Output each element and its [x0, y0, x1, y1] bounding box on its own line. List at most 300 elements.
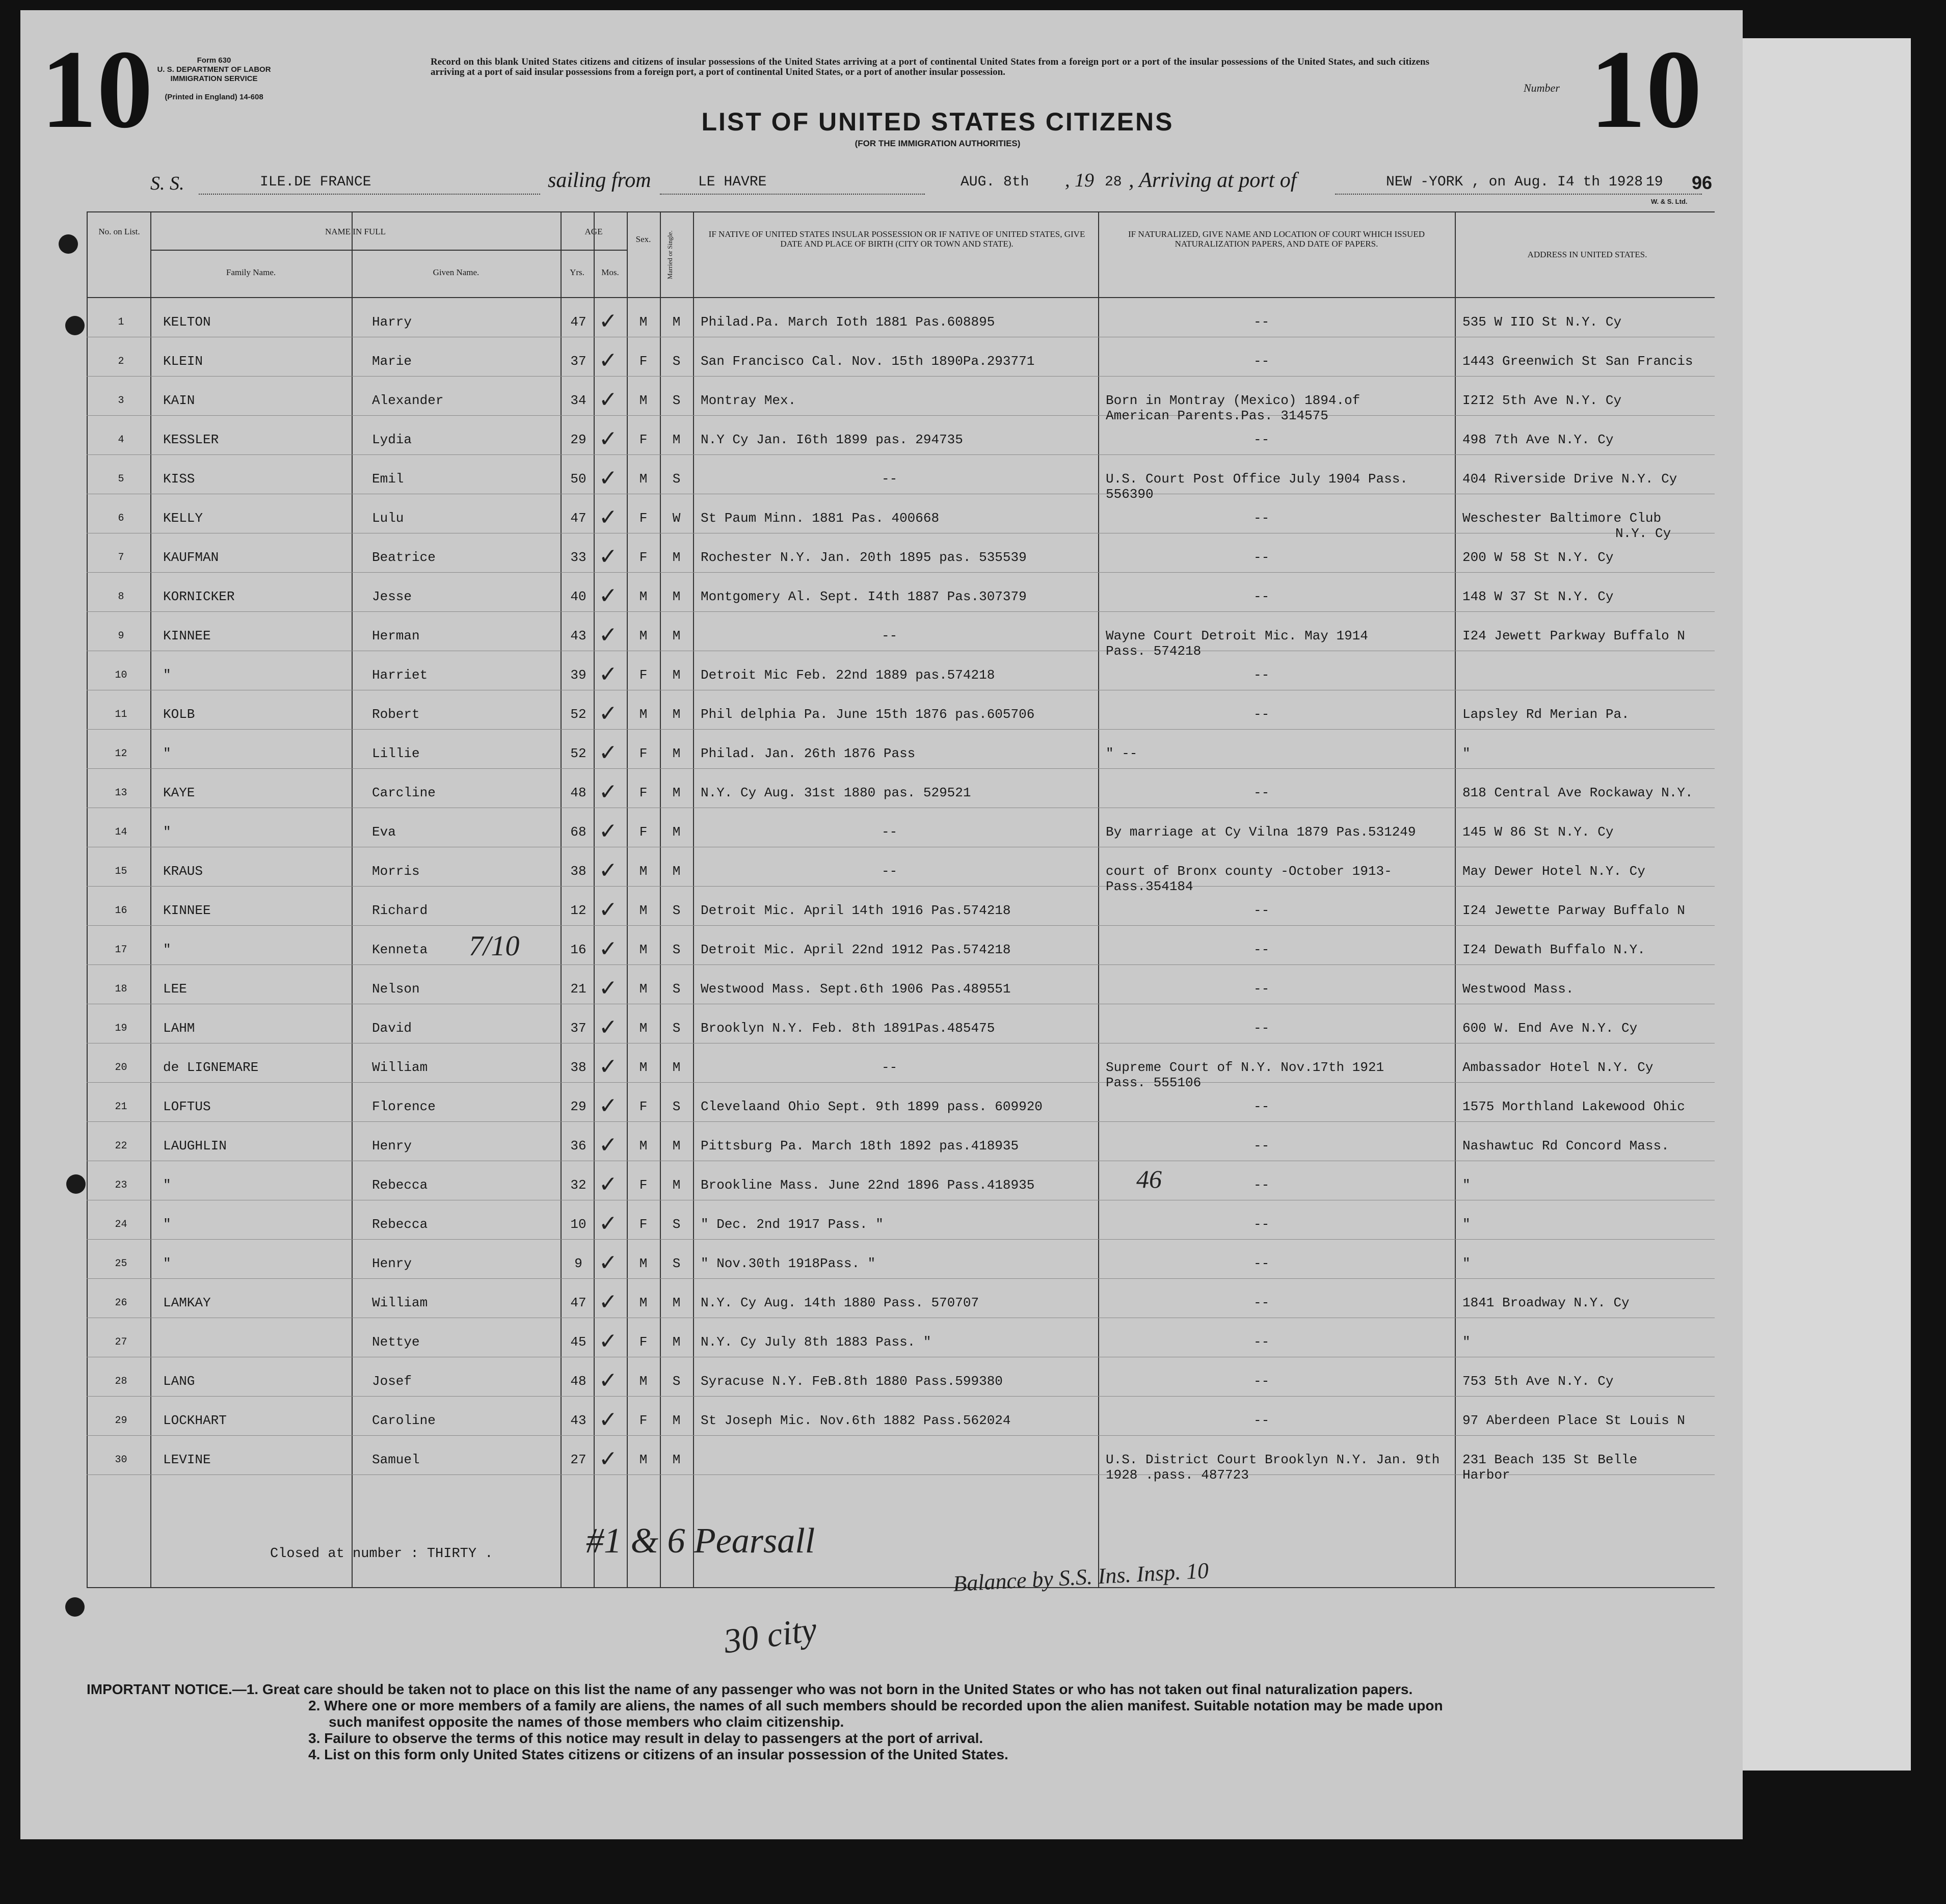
birth-place: Montgomery Al. Sept. I4th 1887 Pas.307379 — [701, 589, 1027, 604]
list-subtitle: (FOR THE IMMIGRATION AUTHORITIES) — [855, 139, 1021, 148]
punch-hole — [59, 234, 78, 254]
sex: F — [639, 432, 648, 447]
birth-place: St Paum Minn. 1881 Pas. 400668 — [701, 511, 940, 526]
col-given: Given Name. — [433, 267, 479, 277]
check-mark-icon: ✓ — [599, 465, 618, 491]
table-row — [87, 533, 1715, 572]
check-mark-icon: ✓ — [599, 1211, 618, 1237]
age-years: 27 — [570, 1452, 587, 1467]
age-years: 43 — [570, 628, 587, 643]
check-mark-icon: ✓ — [599, 897, 618, 923]
passenger-rows — [87, 298, 1715, 1485]
given-name: William — [372, 1060, 428, 1075]
age-years: 12 — [570, 903, 587, 918]
marital-status: M — [672, 824, 681, 840]
age-years: 38 — [570, 1060, 587, 1075]
marital-status: M — [672, 628, 681, 643]
family-name: KISS — [163, 471, 195, 487]
number-label: Number — [1524, 82, 1560, 94]
check-mark-icon: ✓ — [599, 1367, 618, 1393]
form-info: Form 630 U. S. DEPARTMENT OF LABOR IMMIGRATION SERVICE (Printed in England) 14-608 — [157, 56, 271, 101]
row-number: 1 — [118, 316, 124, 328]
sailing-label: sailing from — [548, 169, 651, 192]
given-name: Rebecca — [372, 1217, 428, 1232]
row-number: 26 — [115, 1297, 127, 1309]
row-number: 22 — [115, 1140, 127, 1152]
sex: F — [639, 550, 648, 565]
address: Weschester Baltimore Club — [1462, 511, 1662, 526]
table-row — [87, 769, 1715, 808]
age-years: 50 — [570, 471, 587, 487]
marital-status: S — [672, 981, 681, 997]
row-number: 9 — [118, 630, 124, 642]
sex: M — [639, 1060, 648, 1075]
row-number: 24 — [115, 1219, 127, 1230]
age-years: 36 — [570, 1138, 587, 1154]
birth-place: " Nov.30th 1918Pass. " — [701, 1256, 876, 1271]
age-years: 40 — [570, 589, 587, 604]
sex: F — [639, 1413, 648, 1428]
given-name: Florence — [372, 1099, 436, 1114]
naturalization-line2: American Parents.Pas. 314575 — [1106, 408, 1328, 423]
birth-place: Phil delphia Pa. June 15th 1876 pas.605706 — [701, 707, 1035, 722]
col-naturalized: IF NATURALIZED, GIVE NAME AND LOCATION OF COURT WHICH ISSUED NATURALIZATION PAPERS, AND DATE OF PAPERS. — [1128, 229, 1425, 249]
age-years: 38 — [570, 864, 587, 879]
table-row — [87, 847, 1715, 894]
punch-hole — [65, 1597, 85, 1617]
family-name: KRAUS — [163, 864, 203, 879]
table-row — [87, 926, 1715, 964]
family-name: KOLB — [163, 707, 195, 722]
family-name: KINNEE — [163, 903, 211, 918]
given-name: Eva — [372, 824, 396, 840]
marital-status: M — [672, 707, 681, 722]
sex: M — [639, 314, 648, 330]
row-number: 16 — [115, 905, 127, 917]
age-years: 39 — [570, 667, 587, 683]
address: Ambassador Hotel N.Y. Cy — [1462, 1060, 1654, 1075]
given-name: Robert — [372, 707, 420, 722]
naturalization: U.S. Court Post Office July 1904 Pass. — [1106, 471, 1408, 487]
birth-place: Syracuse N.Y. FeB.8th 1880 Pass.599380 — [701, 1374, 1003, 1389]
table-row — [87, 808, 1715, 847]
check-mark-icon: ✓ — [599, 504, 618, 530]
sex: M — [639, 942, 648, 957]
marital-status: M — [672, 1413, 681, 1428]
ship-name: ILE.DE FRANCE — [260, 174, 371, 190]
address: 498 7th Ave N.Y. Cy — [1462, 432, 1614, 447]
address: 535 W IIO St N.Y. Cy — [1462, 314, 1622, 330]
year-label: , 19 — [1065, 170, 1094, 191]
sex: M — [639, 707, 648, 722]
sex: M — [639, 1295, 648, 1310]
col-no: No. on List. — [98, 227, 140, 236]
family-name: LOCKHART — [163, 1413, 227, 1428]
naturalization: -- — [1254, 707, 1270, 722]
sex: M — [639, 1452, 648, 1467]
table-row — [87, 1004, 1715, 1043]
address: 148 W 37 St N.Y. Cy — [1462, 589, 1614, 604]
age-years: 29 — [570, 1099, 587, 1114]
age-years: 48 — [570, 785, 587, 800]
birth-place: Pittsburg Pa. March 18th 1892 pas.418935 — [701, 1138, 1019, 1154]
notice-item-3: 3. Failure to observe the terms of this notice may result in delay to passengers at the port of arrival. — [308, 1730, 983, 1746]
row-number: 4 — [118, 434, 124, 446]
notice-item-2b: such manifest opposite the names of those members who claim citizenship. — [329, 1714, 844, 1730]
row-number: 29 — [115, 1415, 127, 1427]
left-page-number: 10 — [41, 27, 153, 151]
family-name: " — [163, 746, 171, 761]
marital-status: M — [672, 314, 681, 330]
table-row — [87, 651, 1715, 690]
row-number: 14 — [115, 826, 127, 838]
birth-place: -- — [882, 471, 898, 487]
page-suffix: 19 — [1646, 174, 1663, 190]
sex: F — [639, 1334, 648, 1350]
given-name: Samuel — [372, 1452, 420, 1467]
sex: M — [639, 903, 648, 918]
naturalization: -- — [1254, 432, 1270, 447]
sex: F — [639, 824, 648, 840]
printer-mark: W. & S. Ltd. — [1651, 198, 1688, 205]
address: " — [1462, 746, 1471, 761]
table-row — [87, 1083, 1715, 1121]
naturalization: -- — [1254, 1295, 1270, 1310]
check-mark-icon: ✓ — [599, 1407, 618, 1433]
check-mark-icon: ✓ — [599, 583, 618, 609]
check-mark-icon: ✓ — [599, 1289, 618, 1315]
address: 1575 Morthland Lakewood Ohic — [1462, 1099, 1685, 1114]
row-number: 15 — [115, 866, 127, 877]
check-mark-icon: ✓ — [599, 1328, 618, 1354]
sex: F — [639, 746, 648, 761]
sex: M — [639, 1021, 648, 1036]
family-name: KESSLER — [163, 432, 219, 447]
ss-label: S. S. — [150, 173, 184, 194]
table-row — [87, 1122, 1715, 1161]
punch-hole — [65, 316, 85, 335]
handwritten-pearsall: #1 & 6 Pearsall — [586, 1521, 815, 1561]
given-name: Carcline — [372, 785, 436, 800]
address: " — [1462, 1177, 1471, 1193]
given-name: Kenneta — [372, 942, 428, 957]
address: " — [1462, 1334, 1471, 1350]
naturalization: -- — [1254, 981, 1270, 997]
check-mark-icon: ✓ — [599, 818, 618, 844]
row-number: 25 — [115, 1258, 127, 1270]
handwritten-margin: 7/10 — [469, 930, 520, 962]
page-no: 96 — [1692, 172, 1713, 193]
important-notice — [87, 1681, 1743, 1763]
age-years: 9 — [574, 1256, 582, 1271]
naturalization-line2: 1928 .pass. 487723 — [1106, 1467, 1249, 1483]
given-name: Richard — [372, 903, 428, 918]
table-row — [87, 1161, 1715, 1200]
address: 231 Beach 135 St Belle — [1462, 1452, 1638, 1467]
birth-place: Detroit Mic. April 14th 1916 Pas.574218 — [701, 903, 1011, 918]
sex: F — [639, 511, 648, 526]
check-mark-icon: ✓ — [599, 740, 618, 766]
address: I24 Jewette Parway Buffalo N — [1462, 903, 1685, 918]
sex: F — [639, 1217, 648, 1232]
birth-place: San Francisco Cal. Nov. 15th 1890Pa.293771 — [701, 354, 1035, 369]
marital-status: S — [672, 393, 681, 408]
age-years: 34 — [570, 393, 587, 408]
row-number: 23 — [115, 1179, 127, 1191]
given-name: William — [372, 1295, 428, 1310]
naturalization: Supreme Court of N.Y. Nov.17th 1921 — [1106, 1060, 1384, 1075]
naturalization: -- — [1254, 511, 1270, 526]
age-years: 16 — [570, 942, 587, 957]
row-number: 30 — [115, 1454, 127, 1466]
given-name: Jesse — [372, 589, 412, 604]
age-years: 52 — [570, 746, 587, 761]
address: May Dewer Hotel N.Y. Cy — [1462, 864, 1645, 879]
age-years: 37 — [570, 354, 587, 369]
address: Westwood Mass. — [1462, 981, 1574, 997]
birth-place: N.Y Cy Jan. I6th 1899 pas. 294735 — [701, 432, 963, 447]
age-years: 32 — [570, 1177, 587, 1193]
sex: M — [639, 393, 648, 408]
handwritten-balance: Balance by S.S. Ins. Insp. 10 — [952, 1558, 1210, 1597]
check-mark-icon: ✓ — [599, 1093, 618, 1119]
birth-place: N.Y. Cy Aug. 14th 1880 Pass. 570707 — [701, 1295, 979, 1310]
given-name: Alexander — [372, 393, 444, 408]
col-address: ADDRESS IN UNITED STATES. — [1527, 250, 1647, 259]
birth-place: Clevelaand Ohio Sept. 9th 1899 pass. 609920 — [701, 1099, 1043, 1114]
age-years: 68 — [570, 824, 587, 840]
given-name: Herman — [372, 628, 420, 643]
given-name: Nelson — [372, 981, 420, 997]
notice-item-1: —1. Great care should be taken not to place on this list the name of any passenger who was not born in the United States or who has not taken out final naturalization papers. — [232, 1681, 1413, 1697]
sex: M — [639, 471, 648, 487]
naturalization: By marriage at Cy Vilna 1879 Pas.531249 — [1106, 824, 1416, 840]
sex: M — [639, 864, 648, 879]
manifest-page — [20, 10, 1743, 1839]
naturalization: " -- — [1106, 746, 1138, 761]
naturalization: -- — [1254, 785, 1270, 800]
birth-place: Detroit Mic. April 22nd 1912 Pas.574218 — [701, 942, 1011, 957]
birth-place: Detroit Mic Feb. 22nd 1889 pas.574218 — [701, 667, 995, 683]
family-name: " — [163, 1177, 171, 1193]
birth-place: N.Y. Cy Aug. 31st 1880 pas. 529521 — [701, 785, 971, 800]
naturalization-line2: Pass. 574218 — [1106, 643, 1202, 659]
family-name: KORNICKER — [163, 589, 235, 604]
age-years: 37 — [570, 1021, 587, 1036]
sail-year: 28 — [1105, 174, 1122, 190]
row-number: 13 — [115, 787, 127, 799]
port-from: LE HAVRE — [698, 174, 767, 190]
naturalization: -- — [1254, 550, 1270, 565]
marital-status: S — [672, 1021, 681, 1036]
table-row — [87, 573, 1715, 611]
marital-status: S — [672, 942, 681, 957]
notice-label: IMPORTANT NOTICE. — [87, 1681, 232, 1697]
naturalization: -- — [1254, 354, 1270, 369]
given-name: Marie — [372, 354, 412, 369]
sex: M — [639, 1256, 648, 1271]
check-mark-icon: ✓ — [599, 1171, 618, 1197]
naturalization: -- — [1254, 314, 1270, 330]
given-name: Rebecca — [372, 1177, 428, 1193]
table-row — [87, 730, 1715, 768]
table-row — [87, 887, 1715, 925]
list-title: LIST OF UNITED STATES CITIZENS — [701, 108, 1174, 136]
notice-item-4: 4. List on this form only United States citizens or citizens of an insular possession of the United States. — [308, 1747, 1008, 1762]
age-years: 21 — [570, 981, 587, 997]
naturalization: -- — [1254, 1334, 1270, 1350]
table-row — [87, 416, 1715, 454]
table-row — [87, 377, 1715, 423]
naturalization-line2: 556390 — [1106, 487, 1154, 502]
naturalization: -- — [1254, 1099, 1270, 1114]
marital-status: M — [672, 1452, 681, 1467]
birth-place: -- — [882, 864, 898, 879]
address: Lapsley Rd Merian Pa. — [1462, 707, 1630, 722]
family-name: KELLY — [163, 511, 203, 526]
age-years: 29 — [570, 432, 587, 447]
family-name: KLEIN — [163, 354, 203, 369]
check-mark-icon: ✓ — [599, 544, 618, 570]
naturalization: -- — [1254, 589, 1270, 604]
given-name: Nettye — [372, 1334, 420, 1350]
family-name: " — [163, 824, 171, 840]
right-page-number: 10 — [1590, 27, 1702, 151]
check-mark-icon: ✓ — [599, 1446, 618, 1472]
col-family: Family Name. — [226, 267, 276, 277]
naturalization: -- — [1254, 903, 1270, 918]
naturalization: -- — [1254, 667, 1270, 683]
given-name: Lillie — [372, 746, 420, 761]
check-mark-icon: ✓ — [599, 1132, 618, 1158]
birth-place: Westwood Mass. Sept.6th 1906 Pas.489551 — [701, 981, 1011, 997]
birth-place: Montray Mex. — [701, 393, 796, 408]
row-number: 7 — [118, 552, 124, 564]
family-name: KELTON — [163, 314, 211, 330]
sex: M — [639, 1138, 648, 1154]
sex: F — [639, 1177, 648, 1193]
address: 818 Central Ave Rockaway N.Y. — [1462, 785, 1693, 800]
table-row — [87, 298, 1715, 337]
row-number: 18 — [115, 983, 127, 995]
col-name-in-full: NAME IN FULL — [325, 227, 386, 236]
naturalization-line2: Pass.354184 — [1106, 879, 1193, 894]
col-mos: Mos. — [601, 267, 619, 277]
table-row — [87, 1318, 1715, 1357]
marital-status: M — [672, 1177, 681, 1193]
arriving-label: , Arriving at port of — [1129, 169, 1297, 192]
naturalization: -- — [1254, 1217, 1270, 1232]
address: " — [1462, 1217, 1471, 1232]
birth-place: Brooklyn N.Y. Feb. 8th 1891Pas.485475 — [701, 1021, 995, 1036]
birth-place: Philad.Pa. March Ioth 1881 Pas.608895 — [701, 314, 995, 330]
check-mark-icon: ✓ — [599, 387, 618, 413]
family-name: KINNEE — [163, 628, 211, 643]
marital-status: W — [672, 511, 681, 526]
address-line2: N.Y. Cy — [1615, 526, 1671, 541]
table-row — [87, 494, 1715, 541]
address: 404 Riverside Drive N.Y. Cy — [1462, 471, 1677, 487]
table-row — [87, 1397, 1715, 1435]
naturalization: -- — [1254, 1021, 1270, 1036]
table-row — [87, 690, 1715, 729]
marital-status: S — [672, 1374, 681, 1389]
given-name: Emil — [372, 471, 404, 487]
row-number: 19 — [115, 1023, 127, 1034]
next-page-edge — [1743, 38, 1911, 1771]
marital-status: M — [672, 550, 681, 565]
family-name: LEVINE — [163, 1452, 211, 1467]
check-mark-icon: ✓ — [599, 1250, 618, 1276]
birth-place: " Dec. 2nd 1917 Pass. " — [701, 1217, 884, 1232]
naturalization: court of Bronx county -October 1913- — [1106, 864, 1392, 879]
marital-status: M — [672, 746, 681, 761]
marital-status: M — [672, 589, 681, 604]
table-row — [87, 1240, 1715, 1278]
check-mark-icon: ✓ — [599, 622, 618, 648]
closing-line: Closed at number : THIRTY . — [270, 1546, 493, 1562]
given-name: Lydia — [372, 432, 412, 447]
check-mark-icon: ✓ — [599, 1014, 618, 1040]
age-years: 52 — [570, 707, 587, 722]
given-name: Henry — [372, 1138, 412, 1154]
check-mark-icon: ✓ — [599, 347, 618, 373]
naturalization: U.S. District Court Brooklyn N.Y. Jan. 9th — [1106, 1452, 1440, 1467]
address: 97 Aberdeen Place St Louis N — [1462, 1413, 1685, 1428]
birth-place: Brookline Mass. June 22nd 1896 Pass.418935 — [701, 1177, 1035, 1193]
marital-status: M — [672, 1334, 681, 1350]
family-name: " — [163, 1256, 171, 1271]
family-name: " — [163, 942, 171, 957]
row-number: 8 — [118, 591, 124, 603]
family-name: " — [163, 667, 171, 683]
row-number: 11 — [115, 709, 127, 720]
birth-place: Philad. Jan. 26th 1876 Pass — [701, 746, 916, 761]
birth-place: -- — [882, 1060, 898, 1075]
table-row — [87, 1043, 1715, 1090]
address: I24 Dewath Buffalo N.Y. — [1462, 942, 1645, 957]
given-name: Caroline — [372, 1413, 436, 1428]
given-name: Josef — [372, 1374, 412, 1389]
check-mark-icon: ✓ — [599, 1054, 618, 1080]
address: I2I2 5th Ave N.Y. Cy — [1462, 393, 1622, 408]
marital-status: M — [672, 864, 681, 879]
check-mark-icon: ✓ — [599, 779, 618, 805]
marital-status: S — [672, 1099, 681, 1114]
family-name: de LIGNEMARE — [163, 1060, 259, 1075]
col-birth: IF NATIVE OF UNITED STATES INSULAR POSSESSION OR IF NATIVE OF UNITED STATES, GIVE DATE AND PLACE OF BIRTH (CITY OR TOWN AND STATE). — [708, 229, 1085, 249]
given-name: Harry — [372, 314, 412, 330]
check-mark-icon: ✓ — [599, 857, 618, 883]
sex: M — [639, 628, 648, 643]
check-mark-icon: ✓ — [599, 426, 618, 452]
naturalization: Born in Montray (Mexico) 1894.of — [1106, 393, 1361, 408]
table-row — [87, 337, 1715, 376]
given-name: Harriet — [372, 667, 428, 683]
marital-status: M — [672, 785, 681, 800]
col-sex: Sex. — [635, 234, 651, 244]
birth-place: -- — [882, 824, 898, 840]
naturalization: -- — [1254, 942, 1270, 957]
check-mark-icon: ✓ — [599, 975, 618, 1001]
marital-status: M — [672, 1295, 681, 1310]
col-yrs: Yrs. — [570, 267, 584, 277]
family-name: LAMKAY — [163, 1295, 211, 1310]
marital-status: M — [672, 1060, 681, 1075]
birth-place: St Joseph Mic. Nov.6th 1882 Pass.562024 — [701, 1413, 1011, 1428]
check-mark-icon: ✓ — [599, 701, 618, 727]
row-number: 21 — [115, 1101, 127, 1113]
